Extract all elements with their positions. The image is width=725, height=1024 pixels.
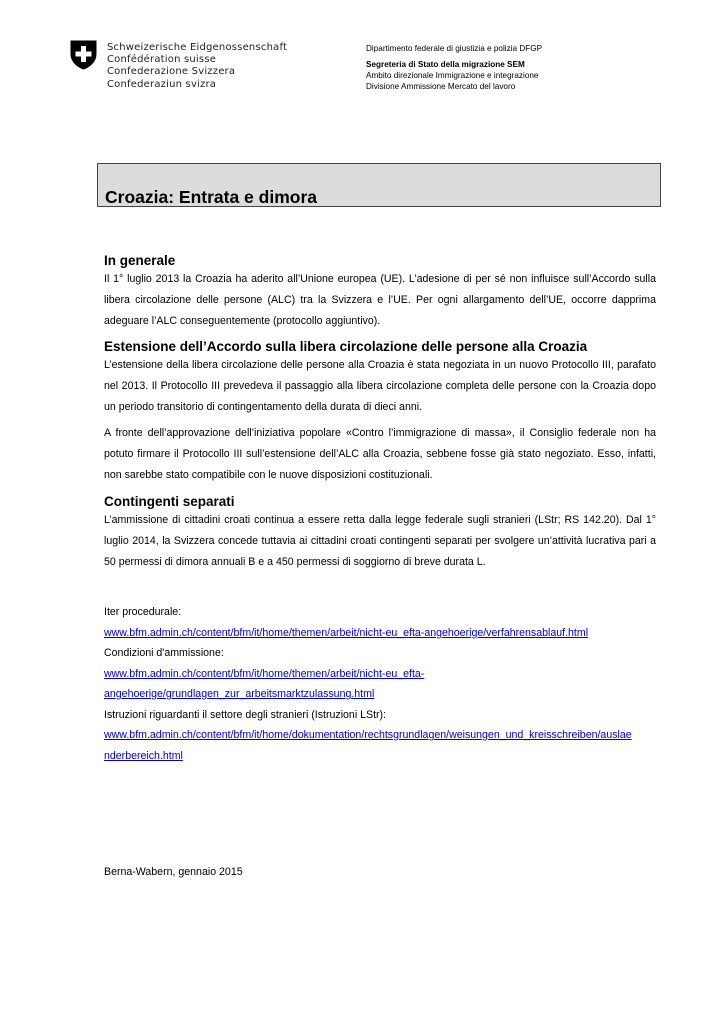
section-quotas (104, 493, 656, 573)
swiss-crest-logo (70, 40, 97, 75)
admission-link-line1[interactable]: www.bfm.admin.ch/content/bfm/it/home/themen/arbeit/nicht-eu_efta- (104, 667, 425, 680)
department-info (366, 43, 542, 92)
confederation-name-de: Schweizerische Eidgenossenschaft (107, 42, 288, 53)
confederation-name-rm: Confederaziun svizra (107, 78, 217, 90)
instructions-link-line1[interactable]: www.bfm.admin.ch/content/bfm/it/home/dokumentation/rechtsgrundlagen/weisungen_und_kreisschreiben/auslae (104, 729, 632, 741)
section-heading-quotas: Contingenti separati (104, 494, 235, 509)
title-box (97, 163, 661, 207)
procedure-label: Iter procedurale: (104, 606, 182, 618)
instructions-link-line2[interactable]: nderbereich.html (104, 749, 183, 762)
admission-link-line2[interactable]: angehoerige/grundlagen_zur_arbeitsmarktzulassung.html (104, 688, 375, 700)
document-body (104, 252, 656, 766)
confederation-names (107, 42, 287, 91)
section-text-extension-2: A fronte dell’approvazione dell’iniziativa popolare «Contro l’immigrazione di massa», il Consiglio federale non ha potuto firmare il Protocollo III sull’estensione dell’ALC alla Croazia, sebbene fosse già stato negoziato. Esso, infatti, non sarebbe stato compatibile con le nuove disposizioni costituzionali. (104, 427, 656, 481)
footer-date: Berna-Wabern, gennaio 2015 (104, 866, 243, 878)
section-general (104, 252, 656, 332)
section-text-quotas: L’ammissione di cittadini croati continua a essere retta dalla legge federale sugli stranieri (LStr; RS 142.20). Dal 1° luglio 2014, la Svizzera concede tuttavia ai cittadini croati contingenti separati per svolgere un’attività lucrativa pari a 50 permessi di dimora annuali B e a 450 permessi di soggiorno di breve durata L. (104, 514, 656, 568)
swiss-cross-icon (70, 40, 97, 70)
procedure-link[interactable]: www.bfm.admin.ch/content/bfm/it/home/themen/arbeit/nicht-eu_efta-angehoerige/verfahrensablauf.html (104, 626, 589, 639)
section-heading-extension: Estensione dell’Accordo sulla libera circolazione delle persone alla Croazia (104, 339, 588, 354)
confederation-name-fr: Confédération suisse (107, 54, 217, 66)
secretariat-name: Segreteria di Stato della migrazione SEM (366, 60, 525, 69)
department-name: Dipartimento federale di giustizia e polizia DFGP (366, 44, 543, 53)
section-text-extension-1: L’estensione della libera circolazione delle persone alla Croazia è stata negoziata in un nuovo Protocollo III, parafato nel 2013. Il Protocollo III prevedeva il passaggio alla libera circolazione completa delle persone con la Croazia dopo un periodo transitorio di contingentamento della durata di dieci anni. (104, 359, 656, 413)
area-name: Ambito direzionale Immigrazione e integrazione (366, 71, 539, 80)
admission-label: Condizioni d'ammissione: (104, 647, 224, 659)
page-title: Croazia: Entrata e dimora (105, 187, 317, 207)
confederation-name-it: Confederazione Svizzera (107, 66, 236, 78)
section-extension (104, 338, 656, 486)
section-heading-general: In generale (104, 253, 176, 268)
division-name: Divisione Ammissione Mercato del lavoro (366, 82, 516, 91)
section-text-general: Il 1° luglio 2013 la Croazia ha aderito all’Unione europea (UE). L’adesione di per sé non influisce sull’Accordo sulla libera circolazione delle persone (ALC) tra la Svizzera e l’UE. Per ogni allargamento dell’UE, occorre dapprima adeguare l’ALC conseguentemente (protocollo aggiuntivo). (104, 273, 656, 327)
instructions-label: Istruzioni riguardanti il settore degli stranieri (Istruzioni LStr): (104, 708, 387, 721)
links-list (104, 602, 656, 766)
